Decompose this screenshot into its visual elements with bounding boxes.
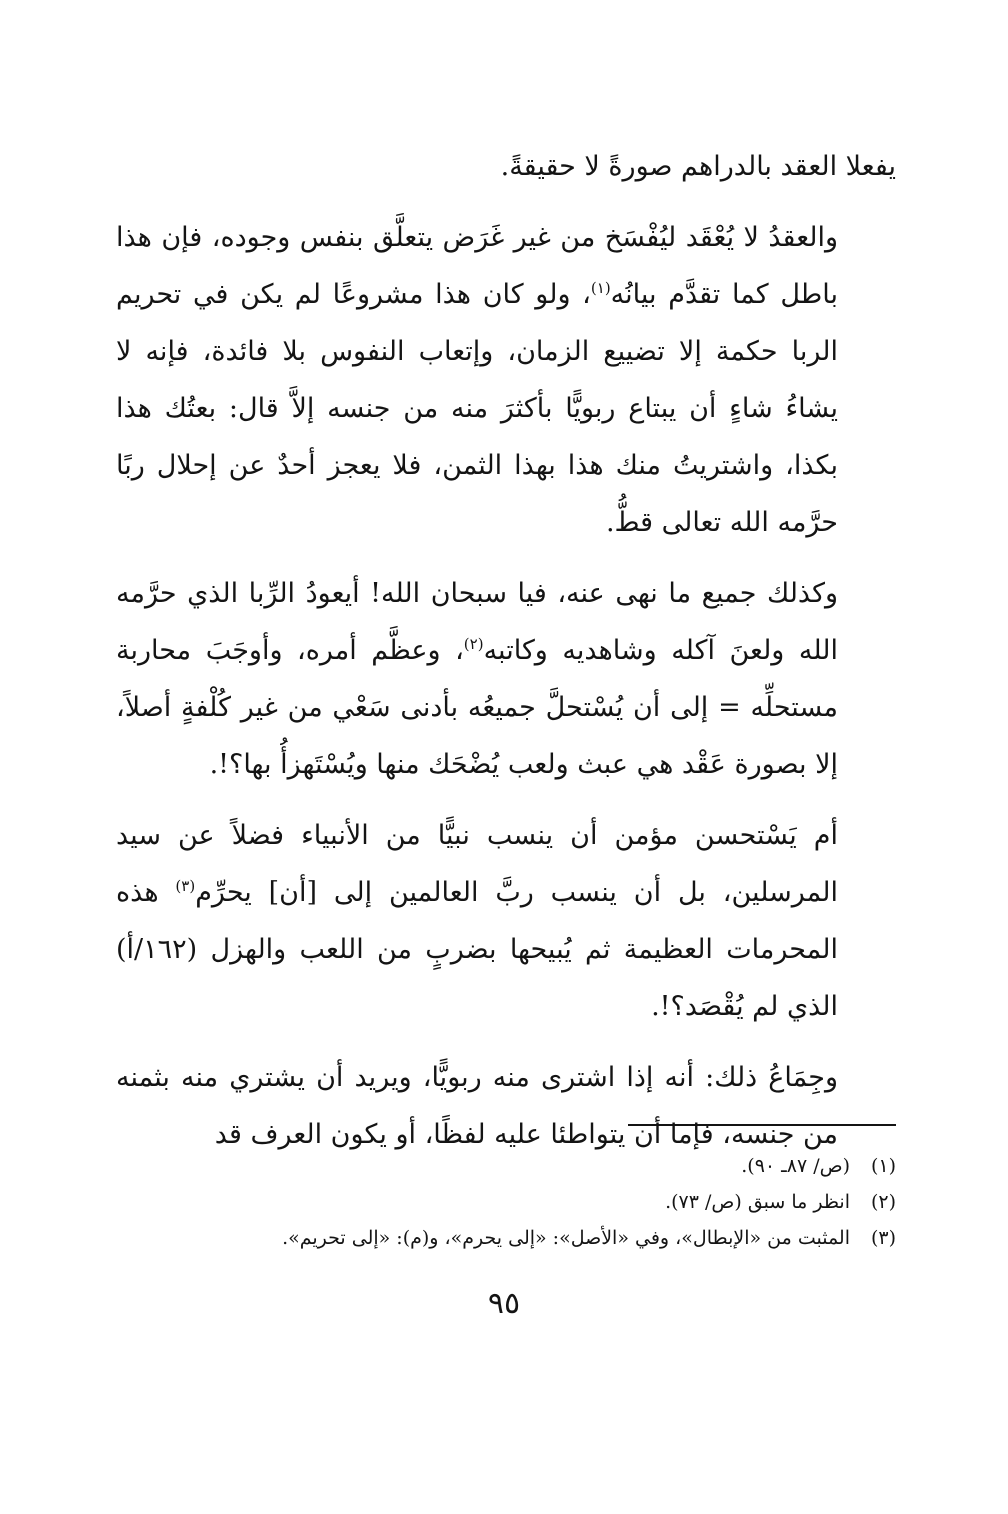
text-line: فإنه لا يشاءُ شاءٍ أن يبتاع ربويًّا بأكثرَ منه من جنسه إلاَّ قال: بعتُك [116, 336, 838, 424]
page-number: ٩٥ [487, 1286, 521, 1321]
text-line: محاربة مستحلِّه = إلى أن يُسْتحلَّ جميعُه بأدنى سَعْي من غير كُلْفةٍ [116, 635, 838, 723]
footnotes [116, 1148, 896, 1256]
footnote-text: انظر ما سبق (ص/ ٧٣). [665, 1191, 850, 1213]
body-text [116, 138, 896, 1163]
text-line: وكذلك جميع ما نهى عنه، فيا سبحان الله! أيعودُ الرِّبا الذي [187, 578, 838, 609]
text-line: وجِمَاعُ ذلك: أنه إذا اشترى منه ربويًّا، ويريد أن يشتري منه [181, 1062, 838, 1093]
footnote-marker-1: (١) [590, 279, 611, 297]
text-line: حرَّمه الله ولعنَ آكله وشاهديه وكاتبه [116, 578, 839, 666]
footnote-marker-2: (٢) [463, 635, 484, 653]
footnote-marker-3: (٣) [175, 877, 196, 895]
text-line: والعقدُ لا يُعْقَد ليُفْسَخ من غير غَرَض يتعلَّق بنفس وجوده، [211, 222, 838, 253]
text-line: الذي لم يُقْصَد؟!. [651, 991, 838, 1022]
footnote-1 [116, 1148, 896, 1184]
text-line: تحريم الربا حكمة إلا تضييع الزمان، وإتعاب النفوس بلا فائدة، [116, 279, 838, 367]
text-line: أم يَسْتحسن مؤمن أن ينسب نبيًّا من الأنبياء فضلاً عن سيد [116, 820, 838, 851]
footnote-separator [628, 1124, 896, 1126]
text-line: ، ولو كان هذا مشروعًا لم يكن في [193, 279, 591, 310]
paragraph-1 [116, 138, 896, 195]
paragraph-3 [116, 565, 896, 793]
text-line: ، وعظَّم أمره، وأوجَبَ [205, 635, 464, 666]
text-line: إحلال ربًا حرَّمه الله تعالى قطُّ. [116, 450, 838, 538]
text-line: فإن هذا باطل كما تقدَّم بيانُه [116, 222, 839, 310]
text-line: يفعلا العقد بالدراهم صورةً لا حقيقةً. [500, 151, 896, 182]
paragraph-4 [116, 807, 896, 1035]
footnote-number: (٣) [870, 1227, 896, 1249]
footnote-number: (١) [870, 1155, 896, 1177]
footnote-text: المثبت من «الإبطال»، وفي «الأصل»: «إلى يحرم»، و(م): «إلى تحريم». [282, 1227, 850, 1249]
text-line: أصلاً، إلا بصورة عَقْد هي عبث ولعب يُضْحَك منها ويُسْتَهزأُ بها؟!. [116, 692, 838, 780]
text-line: المحرمات العظيمة ثم يُبيحها بضربٍ من اللعب والهزل (١٦٢/أ) [116, 934, 838, 965]
text-line: هذا بكذا، واشتريتُ منك هذا بهذا الثمن، فلا يعجز أحدٌ عن [116, 393, 838, 481]
paragraph-5 [116, 1049, 896, 1163]
footnote-3 [116, 1220, 896, 1256]
footnote-text: (ص/ ٨٧ـ ٩٠). [741, 1155, 850, 1177]
footnote-2 [116, 1184, 896, 1220]
paragraph-2 [116, 209, 896, 551]
text-line: بثمنه من جنسه، فإما أن يتواطئا عليه لفظًا، أو يكون العرف قد [116, 1062, 838, 1150]
text-line: هذه [116, 877, 176, 908]
text-line: المرسلين، بل أن ينسب ربَّ العالمين إلى [أن] يحرِّم [195, 877, 838, 908]
footnote-number: (٢) [870, 1191, 896, 1213]
